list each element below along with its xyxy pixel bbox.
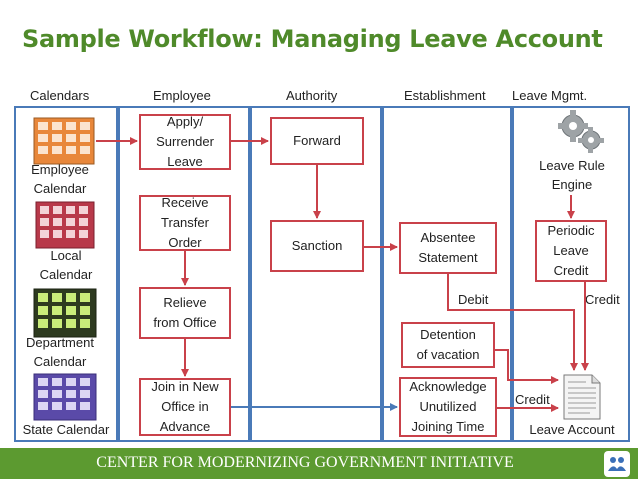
local-calendar-label: Local Calendar [39,248,93,282]
apply-surrender-leave-box: Apply/ Surrender Leave [139,114,231,170]
acknowledge-joining-time-box: Acknowledge Unutilized Joining Time [399,377,497,437]
column-header-leave-mgmt: Leave Mgmt. [512,88,588,103]
forward-box: Forward [270,117,364,165]
column-header-establishment: Establishment [404,88,486,103]
leave-account-label: Leave Account [529,422,615,437]
periodic-leave-credit-box: Periodic Leave Credit [535,220,607,282]
join-new-office-box: Join in New Office in Advance [139,378,231,436]
column-header-authority: Authority [286,88,338,103]
department-calendar-label: Department Calendar [26,335,94,369]
page-title: Sample Workflow: Managing Leave Account [22,25,603,53]
credit-label-left: Credit [515,392,550,407]
sanction-box: Sanction [270,220,364,272]
organization-logo-icon [604,451,630,477]
detention-of-vacation-box: Detention of vacation [401,322,495,368]
credit-label-right: Credit [585,292,620,307]
column-header-calendars: Calendars [30,88,90,103]
footer-bar [0,448,638,479]
relieve-from-office-box: Relieve from Office [139,287,231,339]
leave-rule-engine-label: Leave Rule Engine [539,158,605,192]
debit-label: Debit [458,292,489,307]
absentee-statement-box: Absentee Statement [399,222,497,274]
arrow-absentee-debit [448,274,574,370]
column-header-employee: Employee [153,88,211,103]
state-calendar-label: State Calendar [22,422,110,437]
receive-transfer-order-box: Receive Transfer Order [139,195,231,251]
employee-calendar-label: Employee Calendar [31,162,89,196]
arrow-detention-to-account [495,350,558,380]
footer-text: CENTER FOR MODERNIZING GOVERNMENT INITIATIVE [96,454,514,471]
